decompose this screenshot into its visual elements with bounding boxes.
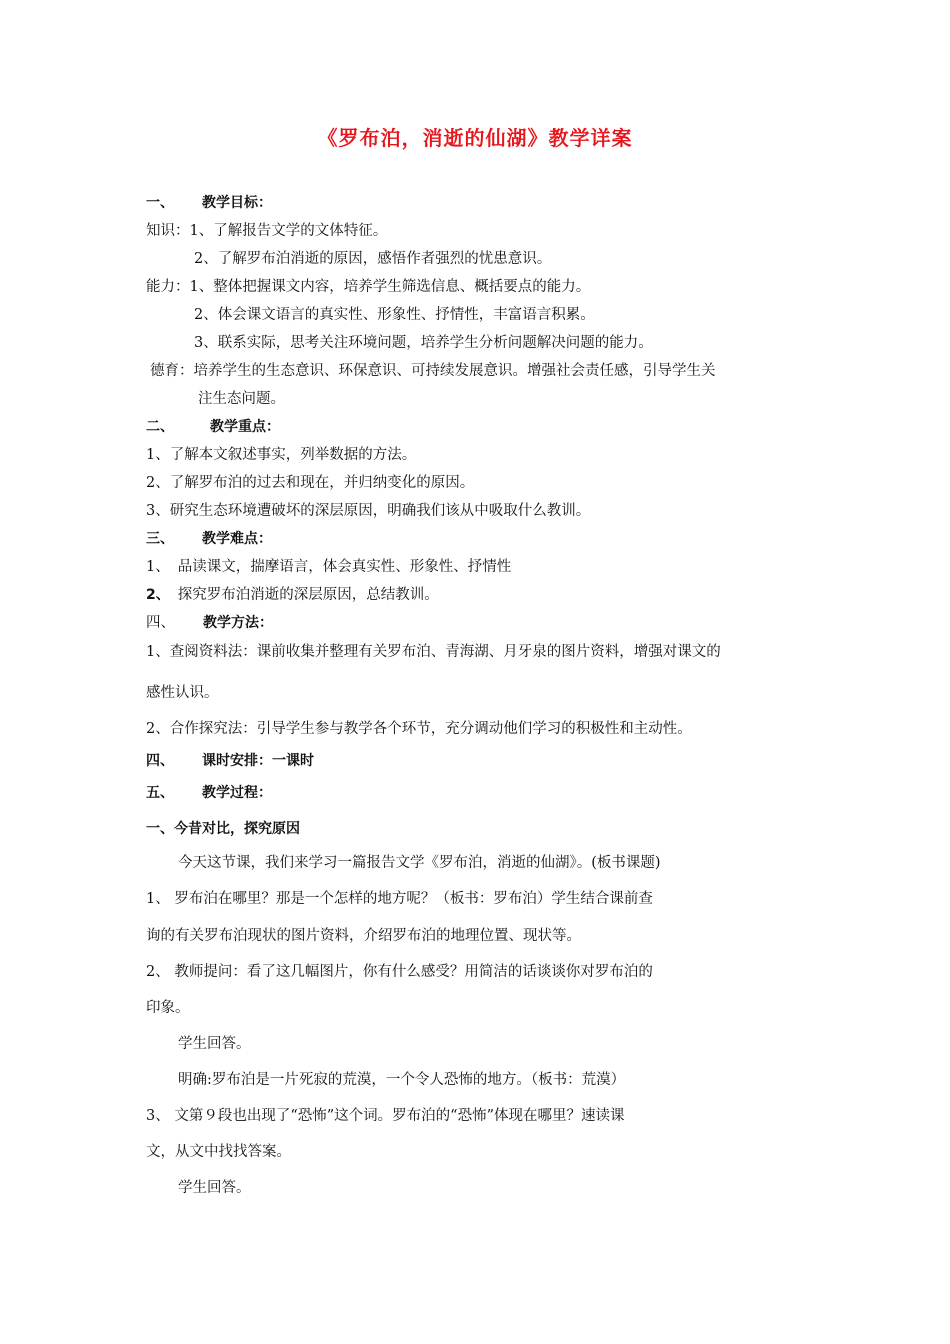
method-1-line-1: 1、查阅资料法：课前收集并整理有关罗布泊、青海湖、月牙泉的图片资料，增强对课文的: [146, 644, 721, 660]
knowledge-line-1: 知识：1、了解报告文学的文体特征。: [146, 223, 388, 239]
knowledge-line-2: 2、了解罗布泊消逝的原因，感悟作者强烈的忧患意识。: [194, 251, 552, 267]
student-answer: 学生回答。: [178, 1180, 251, 1196]
process-part-1-heading: 一、今昔对比，探究原因: [146, 821, 300, 837]
section-label: 教学难点：: [202, 531, 272, 547]
clarification: 明确:罗布泊是一片死寂的荒漠，一个令人恐怖的地方。（板书：荒漠）: [178, 1072, 626, 1088]
moral-line-1: 德育：培养学生的生态意识、环保意识、可持续发展意识。增强社会责任感，引导学生关: [150, 363, 716, 379]
question-1-line-1: 1、 罗布泊在哪里？那是一个怎样的地方呢？（板书：罗布泊）学生结合课前查: [146, 891, 653, 907]
section-number: 三、: [146, 531, 174, 547]
item-number: 1、: [146, 559, 170, 575]
student-answer: 学生回答。: [178, 1036, 251, 1052]
item-number: 2、: [146, 587, 170, 603]
section-process-heading: [146, 783, 272, 803]
section-label: 教学过程：: [202, 785, 272, 801]
focus-item: 1、了解本文叙述事实，列举数据的方法。: [146, 447, 417, 463]
process-intro: 今天这节课，我们来学习一篇报告文学《罗布泊，消逝的仙湖》。(板书课题): [178, 855, 661, 871]
question-3-line-2: 文，从文中找找答案。: [146, 1144, 291, 1160]
method-2: 2、合作探究法：引导学生参与教学各个环节，充分调动他们学习的积极性和主动性。: [146, 721, 692, 737]
item-text: 探究罗布泊消逝的深层原因，总结教训。: [177, 587, 439, 603]
difficulty-item: [146, 557, 511, 577]
focus-item: 3、研究生态环境遭破坏的深层原因，明确我们该从中吸取什么教训。: [146, 503, 591, 519]
section-label: 教学重点：: [210, 419, 280, 435]
section-focus-heading: [146, 417, 280, 437]
section-label: 教学方法：: [203, 615, 273, 631]
section-difficulty-heading: [146, 529, 272, 549]
question-2-line-2: 印象。: [146, 1000, 190, 1016]
section-schedule-heading: [146, 751, 314, 771]
ability-line-3: 3、联系实际，思考关注环境问题，培养学生分析问题解决问题的能力。: [194, 335, 653, 351]
method-1-line-2: 感性认识。: [146, 685, 219, 701]
section-number: 五、: [146, 785, 174, 801]
question-1-line-2: 询的有关罗布泊现状的图片资料，介绍罗布泊的地理位置、现状等。: [146, 928, 581, 944]
focus-item: 2、了解罗布泊的过去和现在，并归纳变化的原因。: [146, 475, 475, 491]
section-label: 教学目标：: [202, 195, 272, 211]
difficulty-item: [146, 585, 439, 605]
section-objectives-heading: [146, 193, 272, 213]
ability-line-2: 2、体会课文语言的真实性、形象性、抒情性，丰富语言积累。: [194, 307, 595, 323]
section-label: 课时安排：一课时: [202, 753, 314, 769]
item-text: 品读课文，揣摩语言，体会真实性、形象性、抒情性: [177, 559, 512, 575]
section-number: 二、: [146, 419, 174, 435]
section-number: 四、: [146, 615, 175, 631]
question-2-line-1: 2、 教师提问：看了这几幅图片，你有什么感受？用简洁的话谈谈你对罗布泊的: [146, 964, 653, 980]
section-number: 一、: [146, 195, 174, 211]
moral-line-2: 注生态问题。: [198, 391, 285, 407]
section-number: 四、: [146, 753, 174, 769]
document-title: 《罗布泊，消逝的仙湖》教学详案: [317, 126, 633, 150]
section-methods-heading: [146, 613, 273, 633]
question-3-line-1: 3、 文第９段也出现了“恐怖”这个词。罗布泊的“恐怖”体现在哪里？速读课: [146, 1108, 625, 1124]
ability-line-1: 能力：1、整体把握课文内容，培养学生筛选信息、概括要点的能力。: [146, 279, 591, 295]
